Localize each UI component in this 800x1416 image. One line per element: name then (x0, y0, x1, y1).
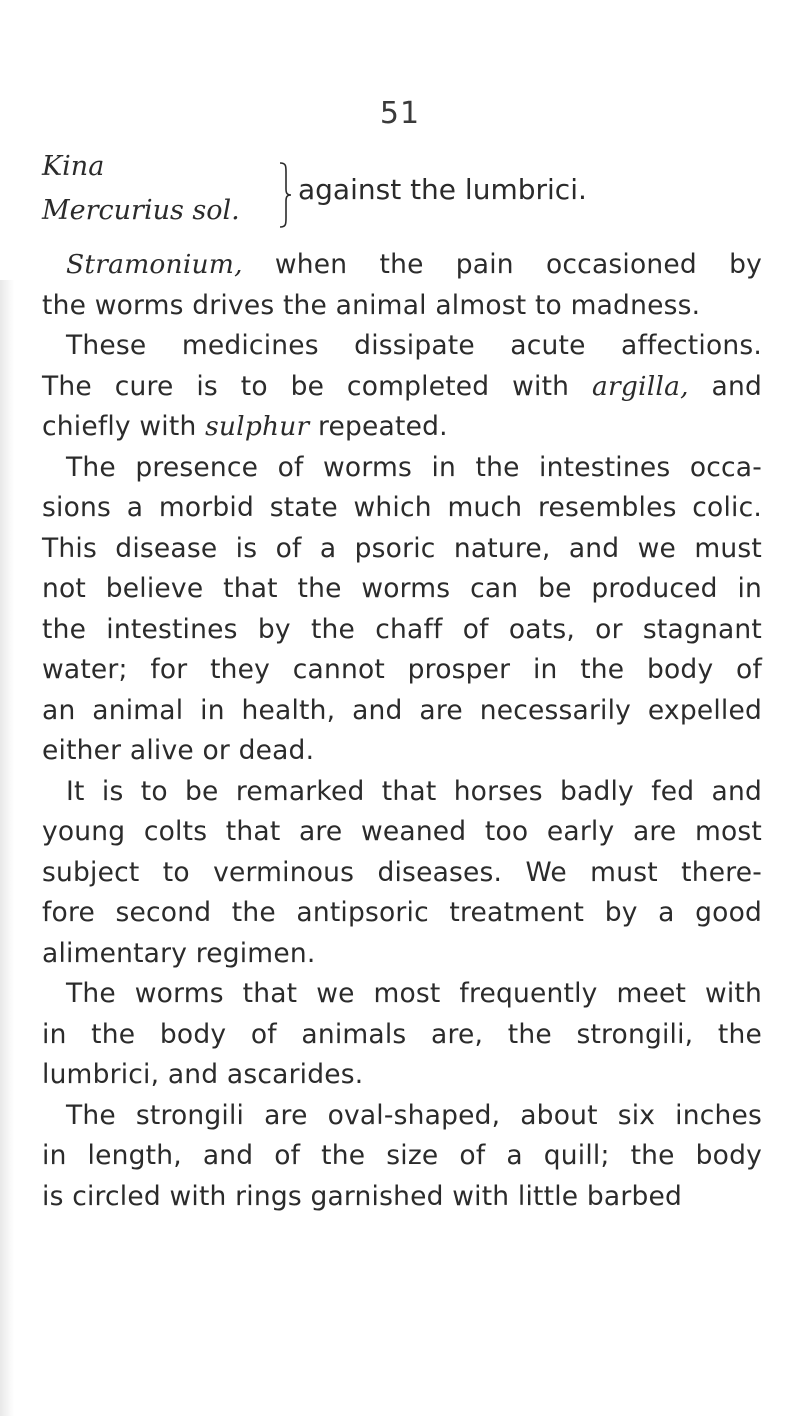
text-line (42, 610, 762, 651)
text-line (42, 488, 762, 529)
binding-shadow (0, 280, 14, 1416)
text-segment: The worms that we most frequently meet with (66, 978, 762, 1009)
text-segment: the intestines by the chaff of oats, or stagnant (42, 613, 762, 645)
text-segment: and (688, 370, 762, 402)
text-segment: the worms drives the animal almost to madness. (42, 289, 701, 321)
brace-group (42, 152, 762, 236)
right-brace-icon (278, 162, 292, 228)
text-line (42, 245, 762, 286)
text-segment: sions a morbid state which much resembles colic. (42, 492, 762, 523)
text-segment: chiefly with (42, 411, 206, 442)
text-line (42, 812, 762, 853)
italic-term: sulphur (205, 411, 310, 442)
text-line (42, 1055, 762, 1096)
text-segment: subject to verminous diseases. We must there- (42, 856, 762, 888)
text-line (42, 1136, 762, 1177)
text-line (42, 448, 762, 489)
text-line (42, 326, 762, 367)
text-line (42, 893, 762, 934)
text-segment: repeated. (309, 411, 448, 442)
text-segment: an animal in health, and are necessarily expelled (42, 694, 762, 726)
text-line (42, 934, 762, 975)
text-line (42, 1177, 762, 1218)
text-line (42, 569, 762, 610)
text-segment: lumbrici, and ascarides. (42, 1059, 364, 1090)
text-line (42, 1096, 762, 1137)
text-line (42, 974, 762, 1015)
italic-term: argilla, (592, 370, 689, 402)
text-segment: young colts that are weaned too early are most (42, 816, 762, 847)
text-line (42, 1015, 762, 1056)
text-line (42, 367, 762, 408)
text-segment: The cure is to be completed with (42, 370, 593, 402)
text-segment: fore second the antipsoric treatment by a good (42, 897, 762, 928)
body-text (42, 245, 762, 1217)
text-segment: not believe that the worms can be produced in (42, 573, 762, 604)
text-line (42, 650, 762, 691)
italic-term: Stramonium, (66, 249, 243, 280)
text-line (42, 286, 762, 327)
text-line (42, 772, 762, 813)
text-line (42, 407, 762, 448)
text-line (42, 691, 762, 732)
text-line (42, 529, 762, 570)
brace-annotation: against the lumbrici. (298, 173, 587, 206)
text-segment: is circled with rings garnished with little barbed (42, 1180, 683, 1212)
text-segment: in length, and of the size of a quill; the body (42, 1140, 762, 1171)
brace-item-mercurius: Mercurius sol. (42, 195, 240, 226)
text-segment: This disease is of a psoric nature, and we must (42, 532, 762, 564)
text-segment: These medicines dissipate acute affections. (66, 330, 762, 361)
text-segment: either alive or dead. (42, 735, 315, 766)
text-segment: water; for they cannot prosper in the body of (42, 654, 762, 685)
text-segment: It is to be remarked that horses badly fed and (66, 775, 762, 807)
text-line (42, 731, 762, 772)
text-segment: alimentary regimen. (42, 937, 316, 969)
text-segment: The presence of worms in the intestines occa- (66, 451, 762, 483)
text-segment: The strongili are oval-shaped, about six inches (66, 1099, 762, 1131)
page-number: 51 (379, 96, 421, 131)
text-segment: in the body of animals are, the strongili, the (42, 1018, 762, 1050)
brace-item-kina: Kina (42, 151, 105, 182)
text-segment: when the pain occasioned by (242, 249, 762, 280)
text-line (42, 853, 762, 894)
